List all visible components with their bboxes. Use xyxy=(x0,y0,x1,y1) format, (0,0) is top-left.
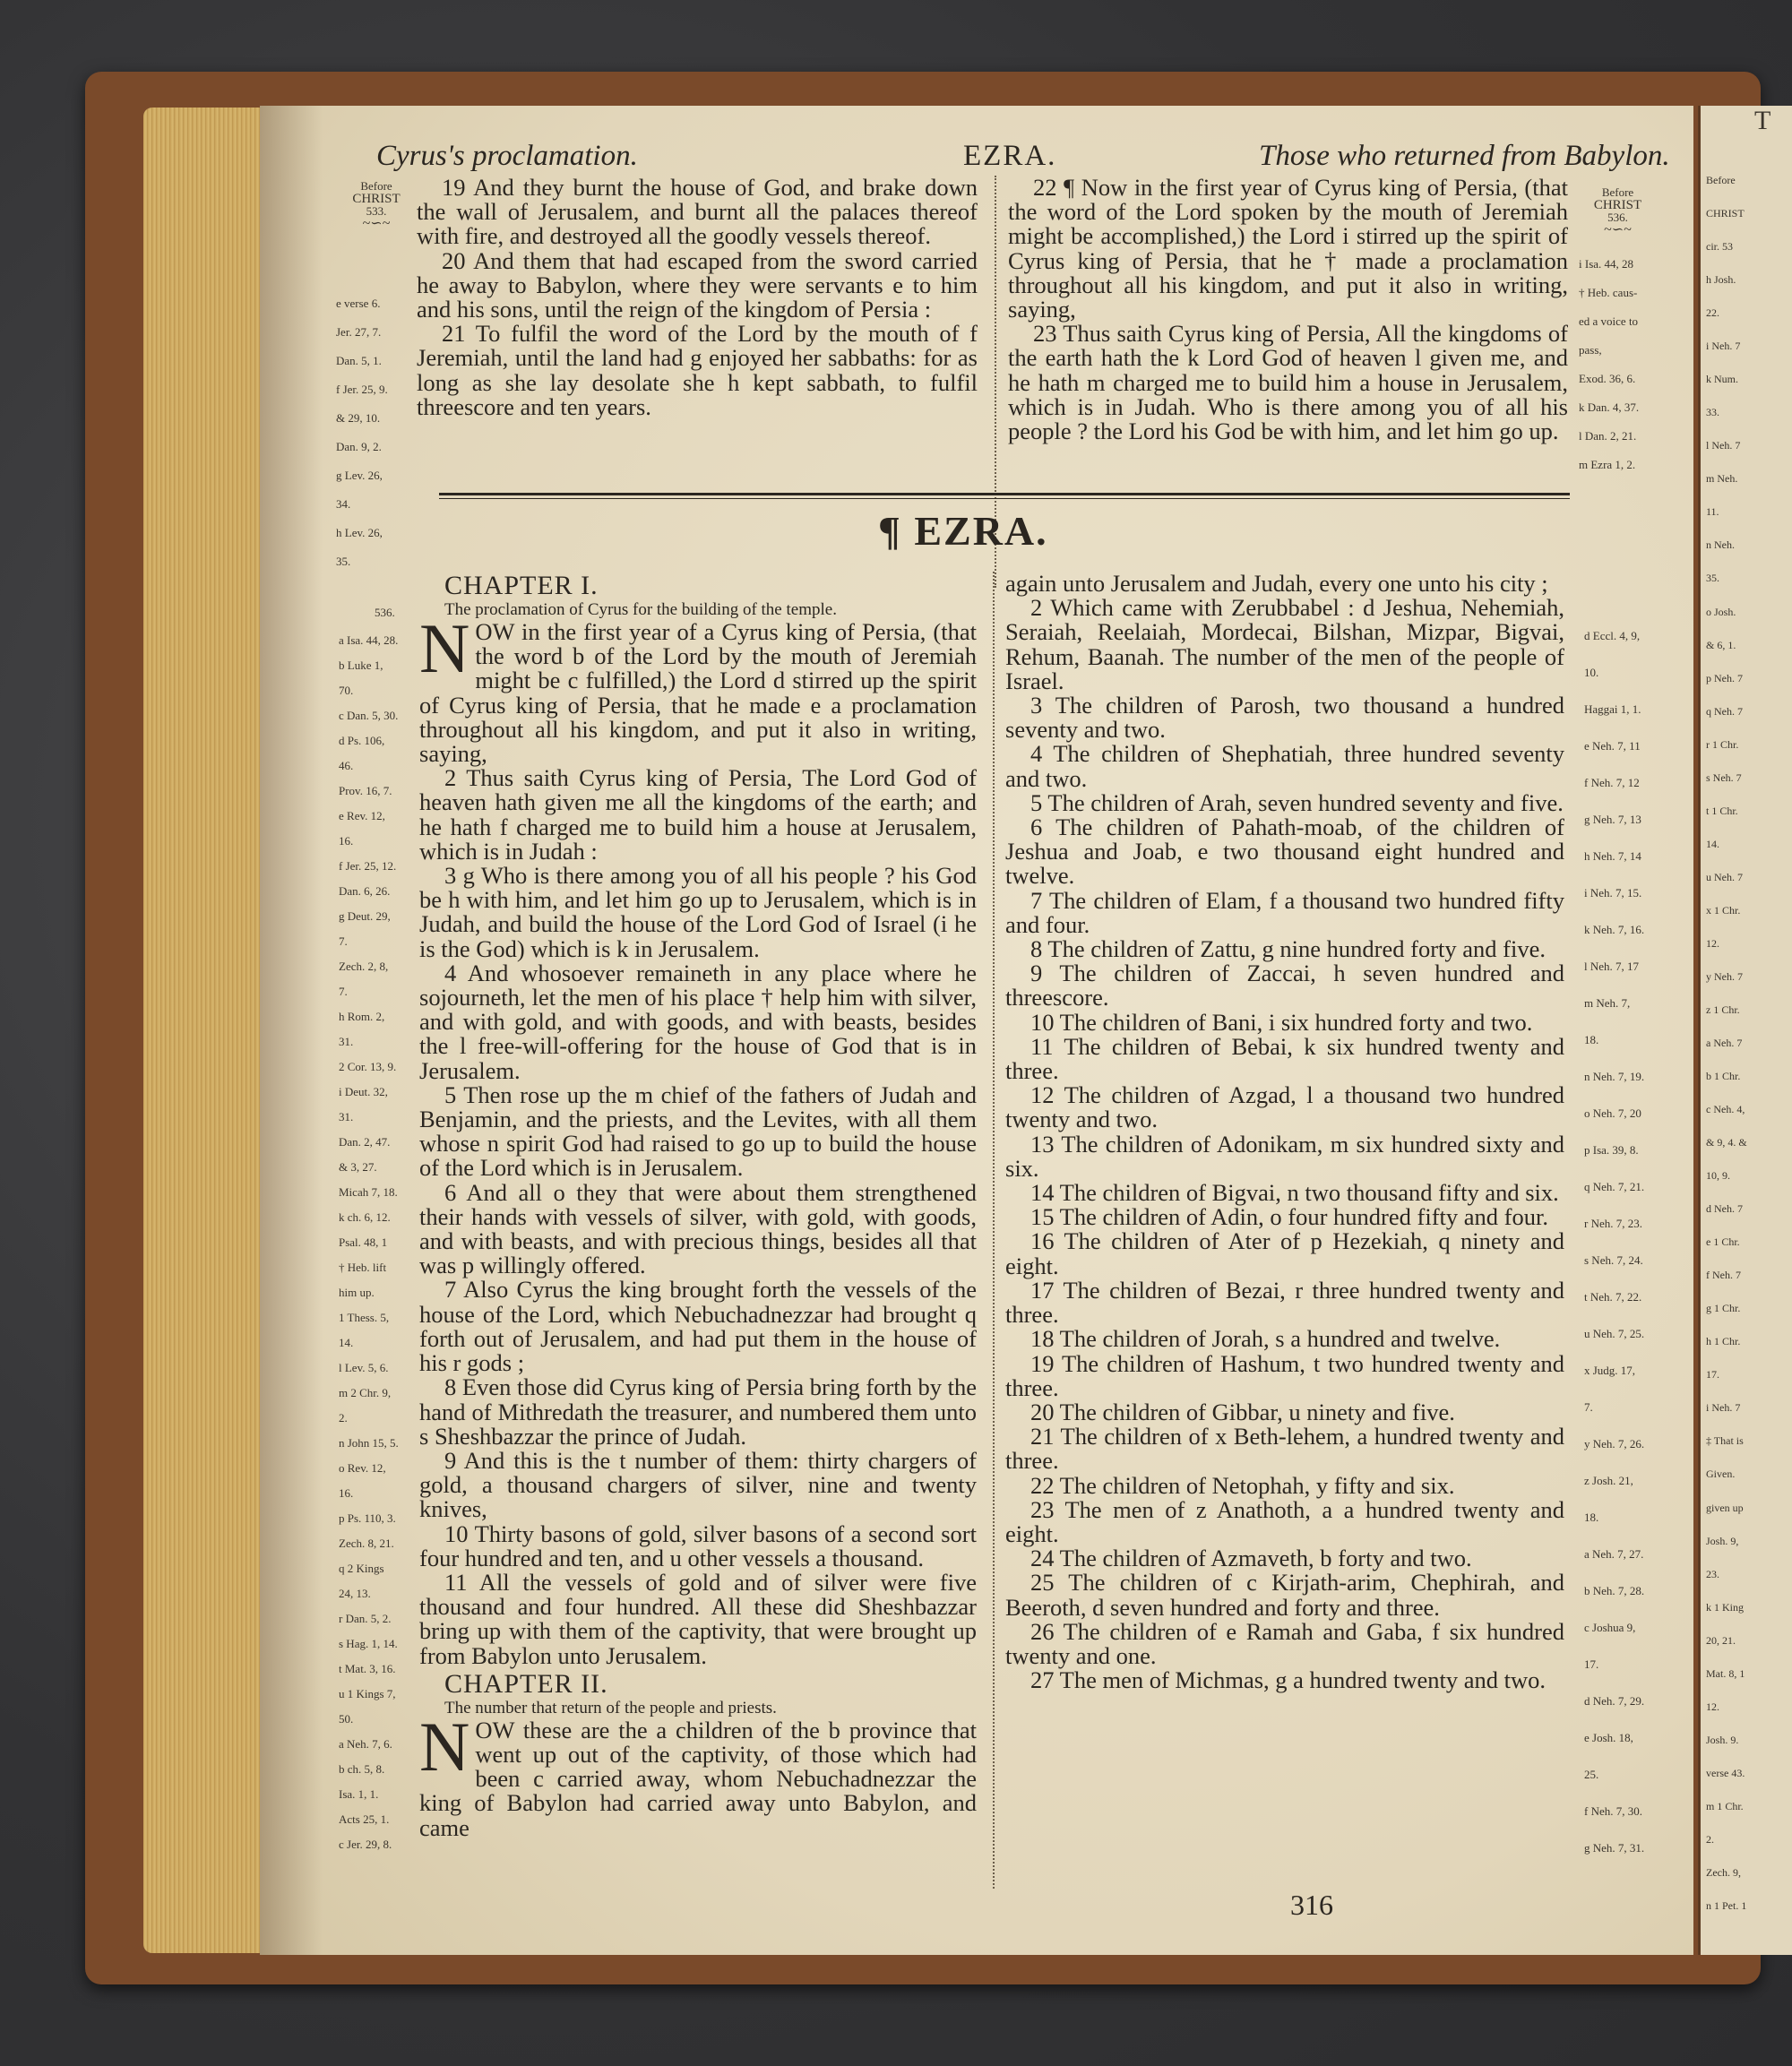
verse-paragraph: 23 The men of z Anathoth, a a hundred twenty and eight. xyxy=(1005,1495,1564,1547)
cross-reference: Isa. 1, 1. xyxy=(339,1787,379,1801)
next-page-text: verse 43. xyxy=(1706,1766,1745,1779)
before-christ-left xyxy=(349,180,403,230)
cross-reference: q Neh. 7, 21. xyxy=(1584,1180,1645,1193)
verse-paragraph: 11 All the vessels of gold and of silver were five thousand and four hundred. All these did Sheshbazzar bring up with them of the captivity, that were brought up from Babylon unto Jerusalem. xyxy=(419,1568,977,1669)
cross-reference: l Neh. 7, 17 xyxy=(1584,960,1640,973)
column-top-left xyxy=(417,176,978,419)
cross-reference: g Deut. 29, xyxy=(339,909,391,923)
margin-notes-left xyxy=(339,634,415,1907)
cross-reference: k ch. 6, 12. xyxy=(339,1210,391,1224)
next-page-text: n 1 Pet. 1 xyxy=(1706,1898,1747,1912)
cross-reference: t Neh. 7, 22. xyxy=(1584,1290,1642,1304)
before-label: Before xyxy=(1601,185,1634,199)
cross-reference: p Ps. 110, 3. xyxy=(339,1511,396,1525)
cross-reference: s Hag. 1, 14. xyxy=(339,1637,398,1650)
next-page-text: 10, 9. xyxy=(1706,1169,1730,1183)
cross-reference: 1 Thess. 5, xyxy=(339,1311,390,1324)
cross-reference: 25. xyxy=(1584,1768,1599,1781)
cross-reference: c Dan. 5, 30. xyxy=(339,709,399,722)
cross-reference: p Isa. 39, 8. xyxy=(1584,1143,1639,1157)
next-page-text: r 1 Chr. xyxy=(1706,737,1739,751)
cross-reference: k Dan. 4, 37. xyxy=(1579,400,1640,414)
verse-paragraph: 22 The children of Netophah, y fifty and six. xyxy=(1030,1471,1455,1499)
chapter-heading: CHAPTER II. xyxy=(444,1668,608,1699)
next-page-text: 14. xyxy=(1706,837,1719,850)
cross-reference: 7. xyxy=(339,985,348,998)
verse-paragraph: 16 The children of Ater of p Hezekiah, q ninety and eight. xyxy=(1005,1227,1564,1279)
verse-paragraph: 14 The children of Bigvai, n two thousand fifty and six. xyxy=(1030,1179,1559,1207)
cross-reference: 16. xyxy=(339,834,354,848)
column-main-right xyxy=(1005,572,1564,1692)
next-page-text: i Neh. 7 xyxy=(1706,1401,1741,1415)
running-head-left: Cyrus's proclamation. xyxy=(376,140,638,172)
next-page-text: c Neh. 4, xyxy=(1706,1103,1745,1116)
cross-reference: d Eccl. 4, 9, xyxy=(1584,629,1641,642)
chapter-summary: The number that return of the people and priests. xyxy=(444,1698,777,1717)
next-page-text: Before xyxy=(1706,174,1736,187)
next-page-text: 11. xyxy=(1706,505,1719,519)
cross-reference: m Ezra 1, 2. xyxy=(1579,458,1636,471)
year-label: 536. xyxy=(1607,211,1628,224)
margin-notes-top-right xyxy=(1579,258,1668,554)
cross-reference: him up. xyxy=(339,1286,375,1299)
next-page-text: x 1 Chr. xyxy=(1706,903,1741,917)
chapter2-verses xyxy=(1005,596,1564,1692)
cross-reference: Psal. 48, 1 xyxy=(339,1235,388,1249)
margin-notes-top-left xyxy=(336,297,408,584)
cross-reference: s Neh. 7, 24. xyxy=(1584,1253,1643,1267)
verse-paragraph: 3 The children of Parosh, two thousand a hundred seventy and two. xyxy=(1005,692,1564,744)
cross-reference: l Lev. 5, 6. xyxy=(339,1361,389,1374)
section-rule xyxy=(439,493,1570,495)
cross-reference: m Neh. 7, xyxy=(1584,996,1631,1010)
cross-reference: Dan. 2, 47. xyxy=(339,1135,391,1149)
cross-reference: q 2 Kings xyxy=(339,1562,384,1575)
cross-reference: d Neh. 7, 29. xyxy=(1584,1694,1645,1708)
verse-paragraph: 21 The children of x Beth-lehem, a hundred twenty and three. xyxy=(1005,1423,1564,1475)
next-page-text: z 1 Chr. xyxy=(1706,1003,1740,1016)
verse-paragraph: 19 And they burnt the house of God, and brake down the wall of Jerusalem, and burnt all the palaces thereof with fire, and destroyed all the goodly vessels thereof. xyxy=(417,174,978,250)
next-page-text: Mat. 8, 1 xyxy=(1706,1666,1745,1680)
next-page-text: h Josh. xyxy=(1706,273,1736,287)
book-title: ¶ EZRA. xyxy=(878,508,1048,554)
section-rule-thin xyxy=(439,498,1570,499)
verse-paragraph: 8 The children of Zattu, g nine hundred forty and five. xyxy=(1030,935,1546,963)
verse-paragraph: 2 Which came with Zerubbabel : d Jeshua, Nehemiah, Seraiah, Reelaiah, Mordecai, Bilshan, Mizpar, Bigvai, Rehum, Baanah. The number of the men of the people of Israel. xyxy=(1005,594,1564,694)
running-head-right: Those who returned from Babylon. xyxy=(1259,140,1670,172)
verse-paragraph: 10 The children of Bani, i six hundred forty and two. xyxy=(1030,1008,1533,1036)
cross-reference: f Neh. 7, 12 xyxy=(1584,776,1640,789)
verse-paragraph: 24 The children of Azmaveth, b forty and two. xyxy=(1030,1545,1472,1572)
cross-reference: 31. xyxy=(339,1035,354,1048)
next-page-text: 12. xyxy=(1706,1700,1719,1713)
verse-paragraph: 13 The children of Adonikam, m six hundred sixty and six. xyxy=(1005,1130,1564,1182)
cross-reference: 2 Cor. 13, 9. xyxy=(339,1060,397,1073)
cross-reference: f Neh. 7, 30. xyxy=(1584,1804,1642,1818)
flourish-icon: ~∽~ xyxy=(1604,222,1632,237)
verse-paragraph: 11 The children of Bebai, k six hundred twenty and three. xyxy=(1005,1032,1564,1085)
next-page-text: n Neh. xyxy=(1706,538,1735,552)
cross-reference: 18. xyxy=(1584,1511,1599,1524)
column-divider-main xyxy=(993,572,995,1889)
next-page-text: CHRIST xyxy=(1706,207,1745,220)
cross-reference: f Jer. 25, 12. xyxy=(339,859,397,873)
verse-paragraph: 5 The children of Arah, seven hundred seventy and five. xyxy=(1030,788,1564,816)
column-main-left xyxy=(419,572,977,1840)
verse-paragraph: 26 The children of e Ramah and Gaba, f six hundred twenty and one. xyxy=(1005,1617,1564,1669)
cross-reference: l Dan. 2, 21. xyxy=(1579,429,1637,443)
cross-reference: Prov. 16, 7. xyxy=(339,784,392,797)
cross-reference: c Jer. 29, 8. xyxy=(339,1838,392,1851)
cross-reference: 70. xyxy=(339,684,354,697)
next-page-text: & 9, 4. & xyxy=(1706,1136,1747,1149)
verse-paragraph: 7 The children of Elam, f a thousand two hundred fifty and four. xyxy=(1005,886,1564,938)
cross-reference: o Neh. 7, 20 xyxy=(1584,1106,1641,1120)
next-page-text: b 1 Chr. xyxy=(1706,1070,1741,1083)
next-page-text: i Neh. 7 xyxy=(1706,340,1741,353)
verse-text: OW these are the a children of the b province that went up out of the captivity, of those which had been c carried away, whom Nebuchadnezzar the king of Babylon had carried away unto Babylon, and came xyxy=(419,1716,977,1841)
cross-reference: y Neh. 7, 26. xyxy=(1584,1437,1645,1451)
cross-reference: † Heb. lift xyxy=(339,1261,387,1274)
next-page-text: Josh. 9, xyxy=(1706,1534,1739,1547)
next-page-text: Given. xyxy=(1706,1468,1736,1481)
next-page-text: 23. xyxy=(1706,1567,1719,1580)
verse-paragraph: 21 To fulfil the word of the Lord by the mouth of f Jeremiah, until the land had g enjoyed her sabbaths: for as long as she lay desolate she h kept sabbath, to fulfil threescore and ten years. xyxy=(417,320,978,420)
bible-page xyxy=(260,106,1693,1955)
cross-reference: a Neh. 7, 27. xyxy=(1584,1547,1644,1561)
chapter1-verses xyxy=(419,766,977,1668)
verse-paragraph: 19 The children of Hashum, t two hundred twenty and three. xyxy=(1005,1349,1564,1401)
next-page-text: 20, 21. xyxy=(1706,1633,1736,1647)
next-page-text: u Neh. 7 xyxy=(1706,870,1743,883)
page-edges xyxy=(143,108,278,1953)
next-page-text: 33. xyxy=(1706,406,1719,419)
next-page-text: k 1 King xyxy=(1706,1600,1744,1614)
verse-text: OW in the first year of a Cyrus king of Persia, (that the word b of the Lord by the mouth of Jeremiah might be c fulfilled,) the Lord d stirred up the spirit of Cyrus king of Persia, that he made e a proclamation throughout all his kingdom, and put it also in writing, saying, xyxy=(419,618,977,768)
next-page-text: d Neh. 7 xyxy=(1706,1202,1743,1216)
cross-reference: & 3, 27. xyxy=(339,1160,377,1174)
cross-reference: Micah 7, 18. xyxy=(339,1185,398,1199)
cross-reference: h Rom. 2, xyxy=(339,1010,385,1023)
next-page-text: f Neh. 7 xyxy=(1706,1269,1741,1282)
cross-reference: x Judg. 17, xyxy=(1584,1364,1636,1377)
cross-reference: b Neh. 7, 28. xyxy=(1584,1584,1645,1597)
cross-reference: Dan. 9, 2. xyxy=(336,440,382,453)
cross-reference: h Neh. 7, 14 xyxy=(1584,849,1641,863)
cross-reference: 24, 13. xyxy=(339,1587,371,1600)
verse-paragraph: 20 The children of Gibbar, u ninety and five. xyxy=(1030,1398,1455,1425)
chapter-heading: CHAPTER I. xyxy=(444,571,599,600)
before-label: Before xyxy=(360,179,392,193)
cross-reference: d Ps. 106, xyxy=(339,734,385,747)
next-page-text: g 1 Chr. xyxy=(1706,1302,1741,1315)
cross-reference: r Neh. 7, 23. xyxy=(1584,1217,1642,1230)
cross-reference: c Joshua 9, xyxy=(1584,1621,1636,1634)
cross-reference: 18. xyxy=(1584,1033,1599,1046)
next-page-text: m 1 Chr. xyxy=(1706,1799,1744,1812)
cross-reference: † Heb. caus- xyxy=(1579,286,1638,299)
cross-reference: Jer. 27, 7. xyxy=(336,325,382,339)
cross-reference: g Neh. 7, 13 xyxy=(1584,813,1641,826)
next-page-text: 22. xyxy=(1706,306,1719,320)
verse-paragraph: 12 The children of Azgad, l a thousand two hundred twenty and two. xyxy=(1005,1081,1564,1133)
cross-reference: pass, xyxy=(1579,343,1602,357)
cross-reference: r Dan. 5, 2. xyxy=(339,1612,392,1625)
cross-reference: z Josh. 21, xyxy=(1584,1474,1633,1487)
cross-reference: h Lev. 26, xyxy=(336,526,383,539)
cross-reference: i Neh. 7, 15. xyxy=(1584,886,1642,900)
running-head-center: EZRA. xyxy=(963,140,1057,172)
next-page-text: T xyxy=(1754,106,1771,135)
verse-paragraph: 18 The children of Jorah, s a hundred and twelve. xyxy=(1030,1325,1501,1353)
verse-continuation: again unto Jerusalem and Judah, every one unto his city ; xyxy=(1005,570,1548,597)
next-page-text: m Neh. xyxy=(1706,472,1738,486)
cross-reference: ed a voice to xyxy=(1579,314,1639,328)
verse-paragraph: 2 Thus saith Cyrus king of Persia, The Lord God of heaven hath given me all the kingdoms of the earth; and he hath f charged me to build him a house at Jerusalem, which is in Judah : xyxy=(419,764,977,865)
cross-reference: 34. xyxy=(336,497,351,511)
cross-reference: e Rev. 12, xyxy=(339,809,385,822)
next-page-text: y Neh. 7 xyxy=(1706,969,1743,983)
cross-reference: i Deut. 32, xyxy=(339,1085,388,1098)
next-page-text: 2. xyxy=(1706,1832,1714,1846)
cross-reference: Dan. 6, 26. xyxy=(339,884,391,898)
verse-paragraph: 6 The children of Pahath-moab, of the children of Jeshua and Joab, e two thousand eight hundred and twelve. xyxy=(1005,813,1564,890)
verse-paragraph: 4 The children of Shephatiah, three hundred seventy and two. xyxy=(1005,740,1564,792)
cross-reference: 7. xyxy=(339,934,348,948)
next-page-text: q Neh. 7 xyxy=(1706,704,1743,718)
before-christ-right xyxy=(1584,186,1651,237)
cross-reference: i Isa. 44, 28 xyxy=(1579,257,1634,271)
drop-cap: N xyxy=(419,609,470,687)
next-page-text: h 1 Chr. xyxy=(1706,1335,1741,1348)
verse-paragraph: 3 g Who is there among you of all his people ? his God be h with him, and let him go up to Jerusalem, which is in Judah, and build the house of the Lord God of Israel (i he is the God) which is k in Jerusalem. xyxy=(419,862,977,962)
verse-paragraph: 25 The children of c Kirjath-arim, Chephirah, and Beeroth, d seven hundred and forty and three. xyxy=(1005,1569,1564,1621)
verse-paragraph: 23 Thus saith Cyrus king of Persia, All the kingdoms of the earth hath the k Lord God of heaven l given me, and he hath m charged me to build him a house in Jerusalem, which is in Judah. Who is there among you of all his people ? the Lord his God be with him, and let him go up. xyxy=(1008,320,1568,445)
cross-reference: f Jer. 25, 9. xyxy=(336,383,388,396)
chapter-year: 536. xyxy=(375,606,395,619)
verse-paragraph: 15 The children of Adin, o four hundred fifty and four. xyxy=(1030,1203,1548,1231)
next-page-text: & 6, 1. xyxy=(1706,638,1736,651)
cross-reference: 14. xyxy=(339,1336,354,1349)
next-page-text: p Neh. 7 xyxy=(1706,671,1743,684)
cross-reference: e verse 6. xyxy=(336,297,381,310)
cross-reference: 50. xyxy=(339,1712,354,1726)
next-page-text: t 1 Chr. xyxy=(1706,804,1738,817)
cross-reference: 16. xyxy=(339,1486,354,1500)
cross-reference: 10. xyxy=(1584,666,1599,679)
verse-paragraph: 27 The men of Michmas, g a hundred twenty and two. xyxy=(1030,1666,1546,1694)
cross-reference: u Neh. 7, 25. xyxy=(1584,1327,1645,1340)
cross-reference: u 1 Kings 7, xyxy=(339,1687,396,1700)
drop-cap: N xyxy=(419,1707,470,1786)
verse-paragraph: 10 Thirty basons of gold, silver basons of a second sort four hundred and ten, and u other vessels a thousand. xyxy=(419,1519,977,1571)
next-page-text: ‡ That is xyxy=(1706,1434,1744,1448)
column-top-right xyxy=(1008,176,1568,443)
verse-paragraph: 22 ¶ Now in the first year of Cyrus king of Persia, (that the word of the Lord spoken by the mouth of Jeremiah might be accomplished,) the Lord i stirred up the spirit of Cyrus king of Persia, that he † made a proclamation throughout all his kingdom, and put it also in writing, saying, xyxy=(1008,174,1568,323)
cross-reference: Acts 25, 1. xyxy=(339,1812,390,1826)
cross-reference: o Rev. 12, xyxy=(339,1461,386,1475)
cross-reference: Haggai 1, 1. xyxy=(1584,702,1641,716)
chapter-summary: The proclamation of Cyrus for the building of the temple. xyxy=(444,600,837,619)
cross-reference: m 2 Chr. 9, xyxy=(339,1386,392,1399)
cross-reference: n Neh. 7, 19. xyxy=(1584,1070,1645,1083)
cross-reference: Zech. 2, 8, xyxy=(339,960,389,973)
gutter-shadow xyxy=(260,106,323,1955)
cross-reference: a Neh. 7, 6. xyxy=(339,1737,392,1751)
verse-paragraph: 6 And all o they that were about them strengthened their hands with vessels of silver, with gold, with goods, and with beasts, and with precious things, besides all that was p willingly offered. xyxy=(419,1178,977,1279)
cross-reference: 7. xyxy=(1584,1400,1593,1414)
verse-paragraph: 9 The children of Zaccai, h seven hundred and threescore. xyxy=(1005,960,1564,1011)
cross-reference: g Neh. 7, 31. xyxy=(1584,1841,1645,1855)
verse-paragraph: 7 Also Cyrus the king brought forth the vessels of the house of the Lord, which Nebuchadnezzar had brought q forth out of Jerusalem, and had put them in the house of his r gods ; xyxy=(419,1276,977,1377)
next-page-text: a Neh. 7 xyxy=(1706,1037,1743,1049)
next-page-fragment xyxy=(1698,106,1792,1955)
next-page-text: 17. xyxy=(1706,1368,1719,1382)
verse-paragraph: 5 Then rose up the m chief of the fathers of Judah and Benjamin, and the priests, and the Levites, with all them whose n spirit God had raised to go up to build the house of the Lord which is in Jerusalem. xyxy=(419,1080,977,1182)
cross-reference: b Luke 1, xyxy=(339,659,383,672)
verse-paragraph: 9 And this is the t number of them: thirty chargers of gold, a thousand chargers of silver, nine and twenty knives, xyxy=(419,1446,977,1523)
next-page-text: l Neh. 7 xyxy=(1706,439,1741,452)
cross-reference: k Neh. 7, 16. xyxy=(1584,923,1645,936)
cross-reference: e Neh. 7, 11 xyxy=(1584,739,1641,753)
next-page-text: cir. 53 xyxy=(1706,240,1733,254)
verse-paragraph: 8 Even those did Cyrus king of Persia bring forth by the hand of Mithredath the treasurer, and numbered them unto s Sheshbazzar the prince of Judah. xyxy=(419,1373,977,1450)
cross-reference: Dan. 5, 1. xyxy=(336,354,382,367)
cross-reference: t Mat. 3, 16. xyxy=(339,1662,396,1675)
cross-reference: 17. xyxy=(1584,1657,1599,1671)
next-page-text: e 1 Chr. xyxy=(1706,1235,1740,1249)
margin-notes-right xyxy=(1584,630,1678,1911)
cross-reference: a Isa. 44, 28. xyxy=(339,633,399,647)
cross-reference: Exod. 36, 6. xyxy=(1579,372,1636,385)
verse-paragraph: 20 And them that had escaped from the sword carried he away to Babylon, where they were servants e to him and his sons, until the reign of the kingdom of Persia : xyxy=(417,246,978,323)
verse-paragraph: 4 And whosoever remaineth in any place where he sojourneth, let the men of his place † help him with silver, and with gold, and with goods, and with beasts, besides the l free-will-offering for the house of God that is in Jerusalem. xyxy=(419,959,977,1084)
christ-label: CHRIST xyxy=(1593,198,1642,212)
cross-reference: & 29, 10. xyxy=(336,411,381,425)
cross-reference: 35. xyxy=(336,555,351,568)
verse-paragraph: 17 The children of Bezai, r three hundred twenty and three. xyxy=(1005,1276,1564,1329)
cross-reference: e Josh. 18, xyxy=(1584,1731,1633,1744)
next-page-text: k Num. xyxy=(1706,373,1738,386)
next-page-text: s Neh. 7 xyxy=(1706,770,1742,784)
page-number: 316 xyxy=(1290,1889,1333,1921)
next-page-text: o Josh. xyxy=(1706,605,1736,618)
next-page-text: Josh. 9. xyxy=(1706,1733,1739,1746)
cross-reference: 46. xyxy=(339,759,354,772)
year-label: 533. xyxy=(366,204,387,218)
flourish-icon: ~∽~ xyxy=(362,216,391,231)
next-page-text: Zech. 9, xyxy=(1706,1865,1741,1879)
cross-reference: 2. xyxy=(339,1411,348,1425)
cross-reference: Zech. 8, 21. xyxy=(339,1537,394,1550)
cross-reference: 31. xyxy=(339,1110,354,1123)
next-page-text: 35. xyxy=(1706,572,1719,585)
cross-reference: b ch. 5, 8. xyxy=(339,1762,385,1776)
cross-reference: g Lev. 26, xyxy=(336,469,383,482)
next-page-text: 12. xyxy=(1706,936,1719,950)
christ-label: CHRIST xyxy=(352,192,401,206)
cross-reference: n John 15, 5. xyxy=(339,1436,399,1450)
next-page-text: given up xyxy=(1706,1501,1744,1514)
